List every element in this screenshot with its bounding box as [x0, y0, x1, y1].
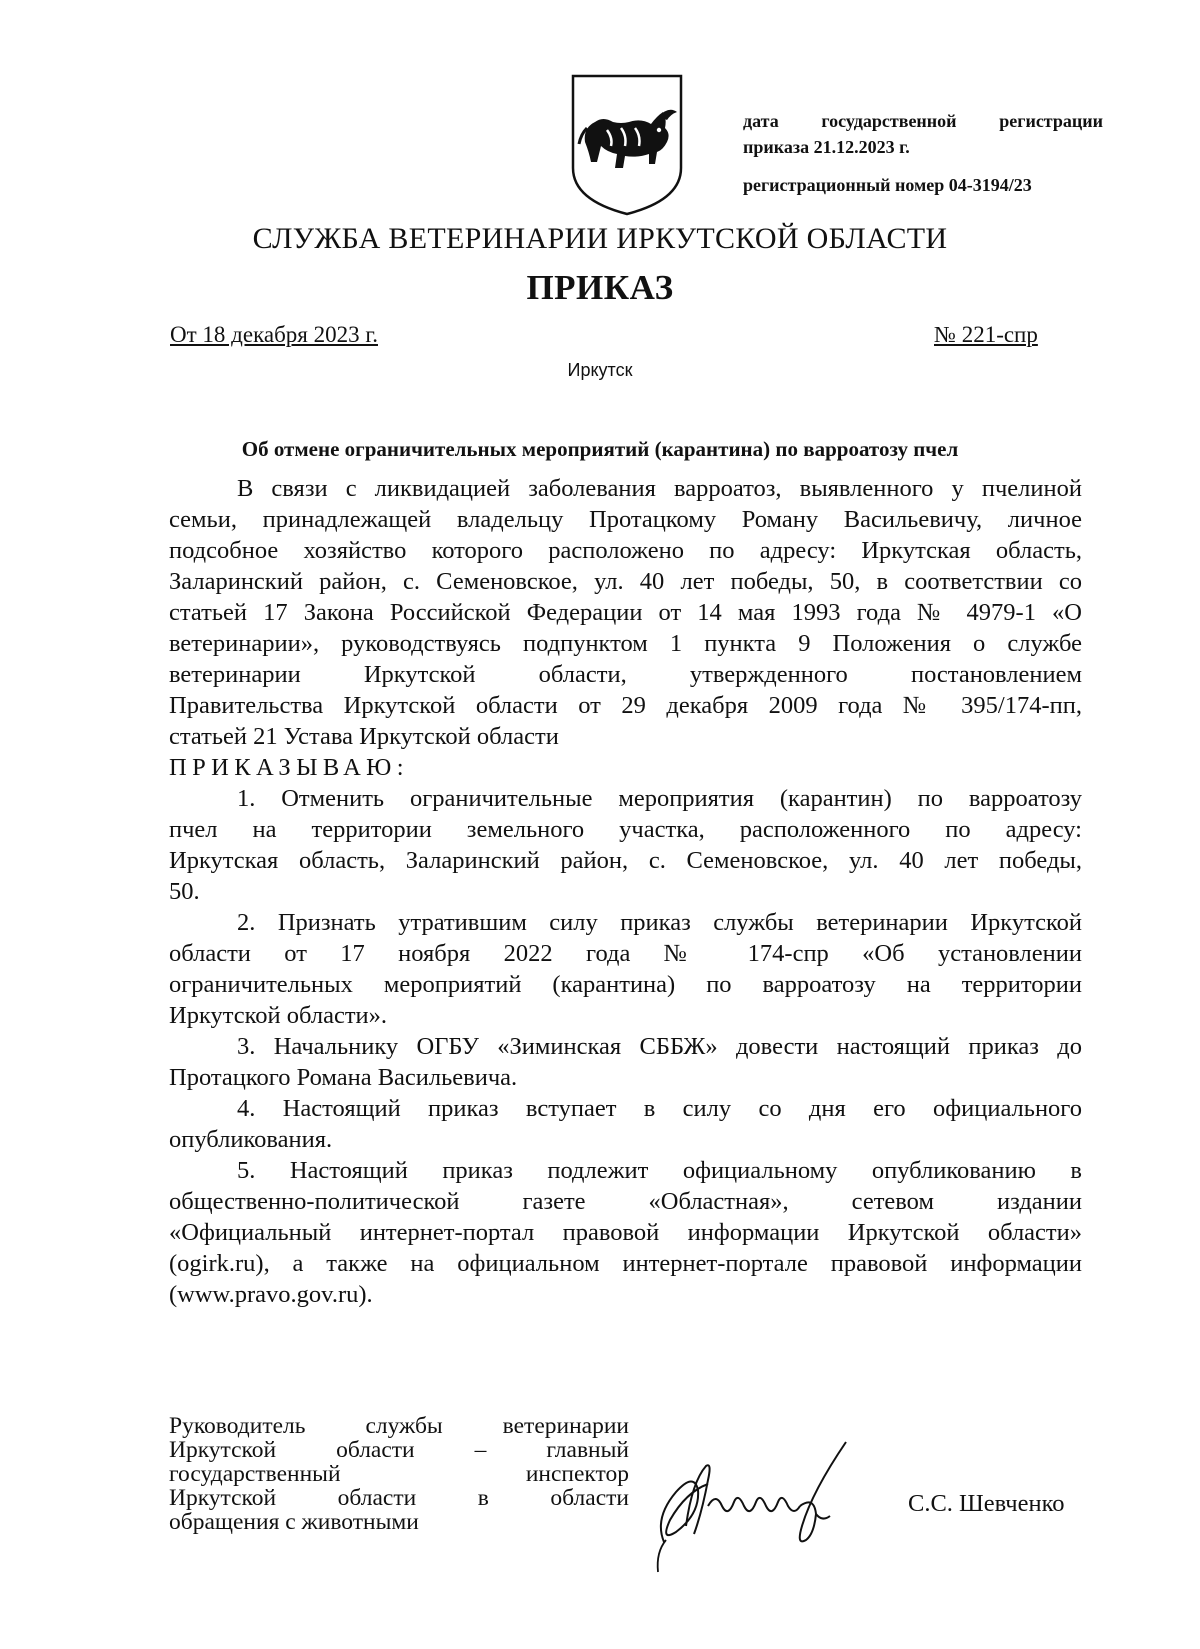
document-date: От 18 декабря 2023 г. — [170, 322, 378, 347]
registration-date-value: приказа 21.12.2023 г. — [743, 137, 910, 157]
preamble-line: подсобное хозяйство которого расположено по адресу: Иркутская область, — [169, 537, 1082, 564]
order-item-4-line: опубликования. — [169, 1126, 333, 1153]
order-item-5-line: (ogirk.ru), а также на официальном интернет-портале правовой информации — [169, 1250, 1082, 1277]
coat-of-arms-icon — [567, 72, 687, 218]
order-item-2-line: ограничительных мероприятий (карантина) по варроатозу на территории — [169, 971, 1082, 998]
order-item-5-line: (www.pravo.gov.ru). — [169, 1281, 373, 1308]
order-item-3-line: 3. Начальнику ОГБУ «Зиминская СББЖ» довести настоящий приказ до — [237, 1033, 1082, 1060]
order-item-2-line: Иркутской области». — [169, 1002, 388, 1029]
registration-date-label: дата государственной регистрации — [743, 111, 1103, 131]
order-item-2-line: 2. Признать утратившим силу приказ службы ветеринарии Иркутской — [237, 909, 1082, 936]
preamble-line: ветеринарии», руководствуясь подпунктом 1 пункта 9 Положения о службе — [169, 630, 1082, 657]
registration-number: регистрационный номер 04-3194/23 — [743, 175, 1032, 195]
order-word: ПРИКАЗЫВАЮ: — [169, 754, 409, 781]
order-item-1-line: Иркутская область, Заларинский район, с. Семеновское, ул. 40 лет победы, — [169, 847, 1082, 874]
signer-position-line: Руководитель службы ветеринарии — [169, 1413, 629, 1439]
document-city: Иркутск — [567, 360, 633, 380]
order-item-5-line: общественно-политической газете «Областная», сетевом издании — [169, 1188, 1082, 1215]
signer-name: С.С. Шевченко — [908, 1490, 1065, 1517]
order-item-4-line: 4. Настоящий приказ вступает в силу со дня его официального — [237, 1095, 1082, 1122]
preamble-line: ветеринарии Иркутской области, утвержденного постановлением — [169, 661, 1082, 688]
preamble-line: статьей 21 Устава Иркутской области — [169, 723, 559, 750]
preamble-line: семьи, принадлежащей владельцу Протацкому Роману Васильевичу, личное — [169, 506, 1082, 533]
order-item-1-line: 1. Отменить ограничительные мероприятия (карантин) по варроатозу — [237, 785, 1082, 812]
document-subject: Об отмене ограничительных мероприятий (карантина) по варроатозу пчел — [241, 437, 959, 461]
registration-info — [743, 108, 1103, 198]
preamble-line: статьей 17 Закона Российской Федерации от 14 мая 1993 года № 4979-1 «О — [169, 599, 1082, 626]
signer-position-line: Иркутской области – главный — [169, 1437, 629, 1463]
order-item-2-line: области от 17 ноября 2022 года № 174-спр «Об установлении — [169, 940, 1082, 967]
document-type: ПРИКАЗ — [526, 268, 674, 307]
signer-position-line: государственный инспектор — [169, 1461, 629, 1487]
signer-position-line: Иркутской области в области — [169, 1485, 629, 1511]
document-number: № 221-спр — [934, 322, 1038, 347]
order-item-3-line: Протацкого Романа Васильевича. — [169, 1064, 518, 1091]
order-item-5-line: 5. Настоящий приказ подлежит официальному опубликованию в — [237, 1157, 1082, 1184]
preamble-line: Заларинский район, с. Семеновское, ул. 40 лет победы, 50, в соответствии со — [169, 568, 1082, 595]
order-item-1-line: пчел на территории земельного участка, расположенного по адресу: — [169, 816, 1082, 843]
agency-name: СЛУЖБА ВЕТЕРИНАРИИ ИРКУТСКОЙ ОБЛАСТИ — [252, 222, 948, 255]
preamble-line: Правительства Иркутской области от 29 декабря 2009 года № 395/174-пп, — [169, 692, 1082, 719]
preamble-line: В связи с ликвидацией заболевания варроатоз, выявленного у пчелиной — [237, 475, 1082, 502]
signer-position-line: обращения с животными — [169, 1509, 419, 1535]
handwritten-signature — [646, 1422, 866, 1582]
order-item-5-line: «Официальный интернет-портал правовой информации Иркутской области» — [169, 1219, 1082, 1246]
order-item-1-line: 50. — [169, 878, 200, 905]
